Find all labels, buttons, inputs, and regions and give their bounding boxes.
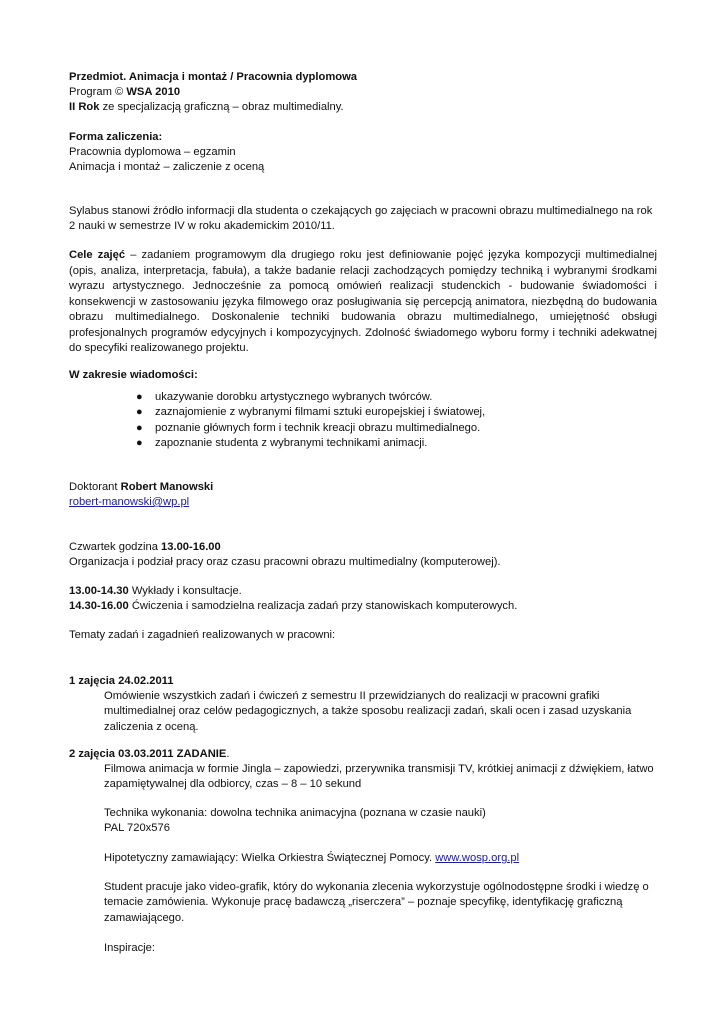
instructor-name: Robert Manowski <box>120 481 214 493</box>
course-header <box>69 70 657 115</box>
list-item: ● ukazywanie dorobku artystycznego wybranych twórców. <box>136 390 656 405</box>
bullet-icon: ● <box>136 421 143 434</box>
assessment-line-1: Pracownia dyplomowa – egzamin <box>69 146 236 158</box>
assessment-line-2: Animacja i montaż – zaliczenie z oceną <box>69 161 265 173</box>
class-2-student-role: Student pracuje jako video-grafik, który do wykonania zlecenia wykorzystuje ogólnodostępne środki i wiedzę o temacie zamówienia. Wykonuje pracę badawczą „riserczera” – poznaje specyfikę, identyfikację graficzną zamawiającego. <box>104 881 649 924</box>
instructor-email-link[interactable]: robert-manowski@wp.pl <box>69 496 190 508</box>
course-subject: Przedmiot. Animacja i montaż / Pracownia dyplomowa <box>69 71 358 83</box>
instructor-section <box>69 480 657 510</box>
schedule-hours: 13.00-16.00 <box>161 541 221 553</box>
list-item: ● zaznajomienie z wybranymi filmami sztuki europejskiej i światowej, <box>136 405 656 420</box>
syllabus-intro: Sylabus stanowi źródło informacji dla studenta o czekających go zajęciach w pracowni obrazu multimedialnego na rok 2 nauki w semestrze IV w roku akademickim 2010/11. <box>69 205 653 233</box>
schedule-organization: Organizacja i podział pracy oraz czasu pracowni obrazu multimedialny (komputerowej). <box>69 556 501 568</box>
class-2-title: 2 zajęcia 03.03.2011 ZADANIE. <box>69 748 230 760</box>
class-2-technique: Technika wykonania: dowolna technika animacyjna (poznana w czasie nauki) PAL 720x576 <box>104 806 657 837</box>
schedule-day: Czwartek godzina 13.00-16.00 <box>69 541 221 553</box>
bullet-icon: ● <box>136 437 143 450</box>
wosp-link[interactable]: www.wosp.org.pl <box>435 852 520 864</box>
instructor-line: Doktorant Robert Manowski <box>69 481 214 493</box>
list-item: ● zapoznanie studenta z wybranymi technikami animacji. <box>136 436 656 451</box>
schedule-section <box>69 540 657 570</box>
goals-paragraph <box>69 248 657 357</box>
class-2-client: Hipotetyczny zamawiający: Wielka Orkiestra Świątecznej Pomocy. www.wosp.org.pl <box>104 852 520 864</box>
assessment-section <box>69 130 657 175</box>
year-line: II Rok ze specjalizacją graficzną – obraz multimedialny. <box>69 101 344 113</box>
year-label: II Rok <box>69 101 100 113</box>
class-2-inspiration: Inspiracje: <box>104 942 155 954</box>
bullet-icon: ● <box>136 391 143 403</box>
schedule-slots <box>69 584 657 614</box>
knowledge-list <box>136 390 656 452</box>
list-item: ● poznanie głównych form i technik kreacji obrazu multimedialnego. <box>136 421 656 436</box>
program-org: WSA 2010 <box>126 86 181 98</box>
class-1-title: 1 zajęcia 24.02.2011 <box>69 675 174 687</box>
program-line: Program © WSA 2010 <box>69 86 181 98</box>
class-2-format: PAL 720x576 <box>104 822 170 835</box>
schedule-slot-2: 14.30-16.00 Ćwiczenia i samodzielna realizacja zadań przy stanowiskach komputerowych. <box>69 600 518 612</box>
bullet-icon: ● <box>136 406 143 419</box>
schedule-slot-1: 13.00-14.30 Wykłady i konsultacje. <box>69 585 242 597</box>
class-1-text: Omówienie wszystkich zadań i ćwiczeń z semestru II przewidzianych do realizacji w pracowni grafiki multimedialnej oraz celów pedagogicznych, a także sposobu realizacji zadań, skali ocen i zasad uzyskania zaliczenia z oceną. <box>104 690 632 733</box>
topics-intro: Tematy zadań i zagadnień realizowanych w pracowni: <box>69 629 336 641</box>
knowledge-title: W zakresie wiadomości: <box>69 369 198 381</box>
goals-text: – zadaniem programowym dla drugiego roku jest definiowanie pojęć języka kompozycji multimedialnej (opis, analiza, interpretacja, fabuła), a także badanie relacji zachodzących pomiędzy techniką i wybranymi środkami wyrazu artystycznego. Jednocześnie za pomocą omówień realizacji studenckich - budowanie świadomości i konsekwencji w zastosowaniu języka filmowego oraz posługiwania się percepcją animatora, niezbędną do budowania obrazu multimedialnego. Doskonalenie techniki budowania obrazu multimedialnego, umiejętność obsługi profesjonalnych programów edycyjnych i kompozycyjnych. Zdolność świadomego wyboru formy i techniki adekwatnej do specyfiki realizowanego projektu. <box>69 249 658 354</box>
goals-label: Cele zajęć <box>69 249 126 261</box>
class-2-description: Filmowa animacja w formie Jingla – zapowiedzi, przerywnika transmisji TV, krótkiej animacji z dźwiękiem, łatwo zapamiętywalnej dla odbiorcy, czas – 8 – 10 sekund <box>104 763 654 791</box>
assessment-title: Forma zaliczenia: <box>69 131 163 143</box>
